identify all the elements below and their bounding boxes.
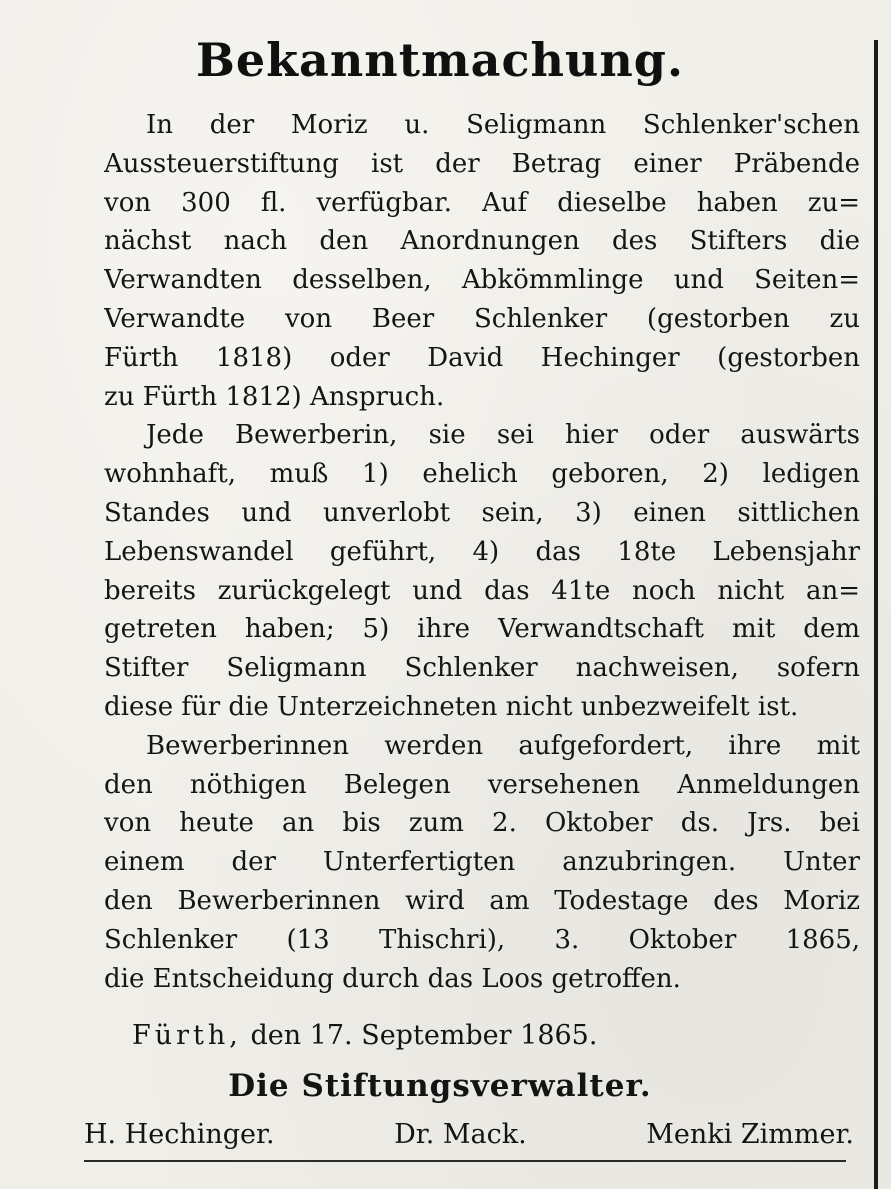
paragraph-2-line-3: Standes und unverlobt sein, 3) einen sittlichen bbox=[104, 497, 860, 528]
issue-date: den 17. September 1865. bbox=[250, 1020, 598, 1051]
paragraph-1-line-5: Verwandten desselben, Abkömmlinge und Seiten= bbox=[104, 265, 860, 296]
paragraph-1-line-6: Verwandte von Beer Schlenker (gestorben zu bbox=[104, 303, 860, 334]
place-name: Fürth, bbox=[132, 1020, 242, 1051]
paragraph-3-line-2: den nöthigen Belegen versehenen Anmeldungen bbox=[104, 769, 860, 800]
column-divider bbox=[874, 40, 878, 1189]
place-date-line bbox=[132, 1016, 732, 1056]
bottom-divider bbox=[84, 1160, 846, 1162]
paragraph-3-line-5: den Bewerberinnen wird am Todestage des Moriz bbox=[104, 885, 860, 916]
paragraph-2-line-4: Lebenswandel geführt, 4) das 18te Lebensjahr bbox=[104, 536, 860, 567]
paragraph-1-line-2: Aussteuerstiftung ist der Betrag einer Präbende bbox=[104, 148, 860, 179]
signer-name: Dr. Mack. bbox=[394, 1118, 527, 1150]
paragraph-1-line-3: von 300 fl. verfügbar. Auf dieselbe haben zu= bbox=[104, 187, 860, 218]
paragraph-2-line-2: wohnhaft, muß 1) ehelich geboren, 2) ledigen bbox=[104, 459, 860, 490]
paragraph-1-line-7: Fürth 1818) oder David Hechinger (gestorben bbox=[104, 342, 860, 373]
paragraph-3-line-7: die Entscheidung durch das Loos getroffen. bbox=[104, 963, 681, 994]
signers-heading: Die Stiftungsverwalter. bbox=[228, 1068, 652, 1104]
notice-body bbox=[104, 106, 860, 998]
paragraph-3-line-4: einem der Unterfertigten anzubringen. Unter bbox=[104, 847, 860, 878]
notice-title: Bekanntmachung. bbox=[196, 33, 684, 87]
paragraph-2-line-7: Stifter Seligmann Schlenker nachweisen, sofern bbox=[104, 653, 860, 684]
signer-name: H. Hechinger. bbox=[84, 1118, 275, 1150]
paragraph-2-line-6: getreten haben; 5) ihre Verwandtschaft mit dem bbox=[104, 614, 860, 645]
paragraph-3-line-1: Bewerberinnen werden aufgefordert, ihre mit bbox=[146, 730, 860, 761]
paragraph-1-line-8: zu Fürth 1812) Anspruch. bbox=[104, 381, 445, 412]
paragraph-1-line-1: In der Moriz u. Seligmann Schlenker'schen bbox=[146, 110, 860, 140]
paragraph-2-line-1: Jede Bewerberin, sie sei hier oder auswärts bbox=[146, 420, 860, 451]
signer-name: Menki Zimmer. bbox=[646, 1118, 854, 1150]
paragraph-3-line-3: von heute an bis zum 2. Oktober ds. Jrs. bei bbox=[104, 808, 860, 839]
signatories-row bbox=[84, 1112, 854, 1156]
paragraph-2-line-5: bereits zurückgelegt und das 41te noch nicht an= bbox=[104, 575, 860, 606]
paragraph-1-line-4: nächst nach den Anordnungen des Stifters die bbox=[104, 226, 860, 257]
paragraph-2-line-8: diese für die Unterzeichneten nicht unbezweifelt ist. bbox=[104, 691, 799, 722]
paragraph-3-line-6: Schlenker (13 Thischri), 3. Oktober 1865, bbox=[104, 924, 860, 955]
